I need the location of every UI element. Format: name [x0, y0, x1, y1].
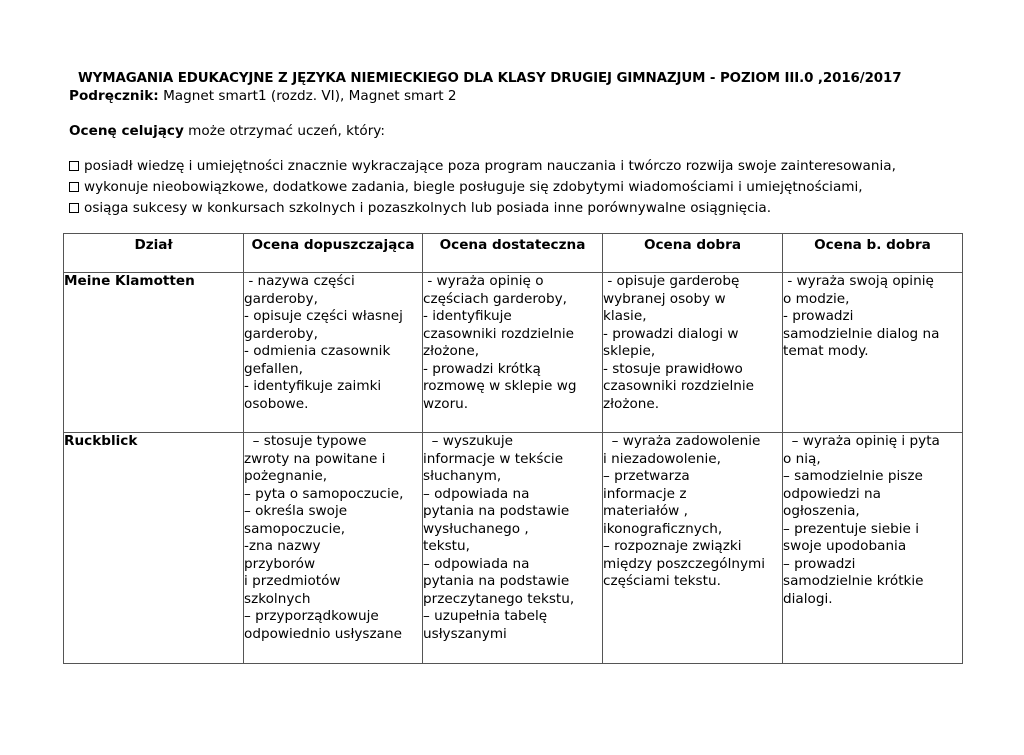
cell-line: pożegnanie, [244, 468, 328, 484]
section-name: Ruckblick [64, 433, 244, 664]
criterion-text: posiadł wiedzę i umiejętności znacznie wykraczające poza program nauczania i twórczo rozwija swoje zainteresowania, [84, 158, 896, 174]
cell-line: częściami tekstu. [603, 573, 721, 589]
cell-line: – rozpoznaje związki [603, 538, 742, 554]
cell-line: swoje upodobania [783, 538, 907, 554]
cell-line: klasie, [603, 308, 647, 324]
cell-line: przeczytanego tekstu, [423, 590, 575, 607]
cell-line: - identyfikuje [423, 308, 512, 324]
cell-line: samodzielnie dialog na [783, 325, 940, 342]
cell-line: - odmienia czasownik [244, 343, 391, 359]
cell-line: i przedmiotów [244, 573, 341, 589]
cell-line: ogłoszenia, [783, 503, 860, 519]
cell-line: - prowadzi [783, 308, 854, 324]
cell-line: – prowadzi [783, 555, 856, 572]
cell-line: informacje z [603, 485, 687, 502]
cell-line: – przyporządkowuje [244, 608, 379, 624]
cell-line: usłyszanymi [423, 625, 507, 642]
document-title: WYMAGANIA EDUKACYJNE Z JĘZYKA NIEMIECKIEGO DLA KLASY DRUGIEJ GIMNAZJUM - POZIOM III.0 ,2016/2017 [78, 71, 902, 86]
criterion-text: osiąga sukcesy w konkursach szkolnych i pozaszkolnych lub posiada inne porównywalne osiągnięcia. [84, 200, 772, 216]
column-header: Dział [64, 234, 244, 273]
table-row [64, 433, 963, 664]
table-cell [603, 433, 783, 664]
cell-line: między poszczególnymi [603, 555, 766, 572]
cell-line: – uzupełnia tabelę [423, 608, 548, 624]
cell-line: – pyta o samopoczucie, [244, 485, 404, 502]
section-name: Meine Klamotten [64, 273, 244, 433]
cell-line: wzoru. [423, 395, 469, 412]
grade-intro-line [69, 123, 385, 139]
cell-line: słuchanym, [423, 468, 502, 484]
cell-line: częściach garderoby, [423, 290, 567, 307]
cell-line: – samodzielnie pisze [783, 468, 923, 484]
cell-line: - identyfikuje zaimki [244, 378, 382, 394]
cell-line: - opisuje części własnej [244, 308, 403, 324]
cell-line: wybranej osoby w [603, 290, 726, 307]
column-header: Ocena dostateczna [423, 234, 603, 273]
requirements-table [63, 233, 963, 664]
cell-line: przyborów [244, 555, 316, 572]
cell-line: pytania na podstawie [423, 573, 570, 589]
grade-intro-text: może otrzymać uczeń, który: [183, 123, 385, 139]
cell-line: -zna nazwy [244, 538, 321, 554]
cell-line: - prowadzi krótką [423, 360, 541, 377]
cell-line: złożone. [603, 395, 660, 412]
table-cell [783, 273, 963, 433]
cell-line: - wyraża opinię o [423, 273, 544, 289]
cell-line: pytania na podstawie [423, 503, 570, 519]
cell-line: czasowniki rozdzielnie [423, 325, 574, 342]
cell-line: o nią, [783, 450, 821, 467]
criterion-item [69, 179, 863, 195]
cell-line: zwroty na powitane i [244, 450, 386, 467]
cell-line: - nazywa części [244, 273, 355, 289]
cell-line: szkolnych [244, 590, 311, 607]
cell-line: - prowadzi dialogi w [603, 325, 739, 342]
cell-line: – odpowiada na [423, 485, 530, 502]
column-header: Ocena dopuszczająca [244, 234, 423, 273]
grade-label: Ocenę celujący [69, 123, 184, 139]
cell-line: – wyszukuje [423, 433, 513, 449]
textbook-value: Magnet smart1 (rozdz. VI), Magnet smart 2 [158, 88, 457, 104]
table-cell [423, 433, 603, 664]
table-header-row [64, 234, 963, 273]
cell-line: czasowniki rozdzielnie [603, 378, 754, 394]
criterion-text: wykonuje nieobowiązkowe, dodatkowe zadania, biegle posługuje się zdobytymi wiadomościami i umiejętnościami, [84, 179, 863, 195]
cell-line: garderoby, [244, 325, 318, 342]
cell-line: - wyraża swoją opinię [783, 273, 934, 289]
cell-line: temat mody. [783, 343, 869, 359]
cell-line: samodzielnie krótkie [783, 573, 924, 589]
textbook-line [69, 88, 457, 104]
criterion-item [69, 200, 771, 216]
cell-line: rozmowę w sklepie wg [423, 378, 577, 394]
cell-line: garderoby, [244, 290, 318, 307]
cell-line: samopoczucie, [244, 520, 346, 537]
cell-line: - opisuje garderobę [603, 273, 740, 289]
cell-line: sklepie, [603, 343, 656, 359]
cell-line: – przetwarza [603, 468, 690, 484]
cell-line: odpowiedzi na [783, 485, 881, 502]
cell-line: materiałów , [603, 503, 688, 519]
cell-line: wysłuchanego , [423, 520, 529, 537]
cell-line: osobowe. [244, 395, 309, 412]
cell-line: – wyraża zadowolenie [603, 433, 761, 449]
checkbox-icon [69, 182, 79, 192]
cell-line: – stosuje typowe [244, 433, 367, 449]
table-cell [244, 433, 423, 664]
cell-line: i niezadowolenie, [603, 450, 721, 467]
cell-line: – prezentuje siebie i [783, 520, 920, 537]
textbook-label: Podręcznik: [69, 88, 159, 104]
cell-line: złożone, [423, 343, 480, 359]
cell-line: – wyraża opinię i pyta [783, 433, 940, 449]
table-cell [783, 433, 963, 664]
cell-line: tekstu, [423, 538, 470, 554]
table-cell [244, 273, 423, 433]
table-cell [603, 273, 783, 433]
criterion-item [69, 158, 896, 174]
column-header: Ocena b. dobra [783, 234, 963, 273]
cell-line: – odpowiada na [423, 555, 530, 572]
table-cell [423, 273, 603, 433]
cell-line: informacje w tekście [423, 450, 564, 467]
cell-line: ikonograficznych, [603, 520, 723, 537]
cell-line: o modzie, [783, 290, 850, 307]
cell-line: odpowiednio usłyszane [244, 625, 402, 642]
cell-line: dialogi. [783, 590, 833, 607]
cell-line: gefallen, [244, 360, 303, 377]
cell-line: - stosuje prawidłowo [603, 360, 743, 377]
table-row [64, 273, 963, 433]
checkbox-icon [69, 161, 79, 171]
checkbox-icon [69, 203, 79, 213]
column-header: Ocena dobra [603, 234, 783, 273]
cell-line: – określa swoje [244, 503, 348, 519]
